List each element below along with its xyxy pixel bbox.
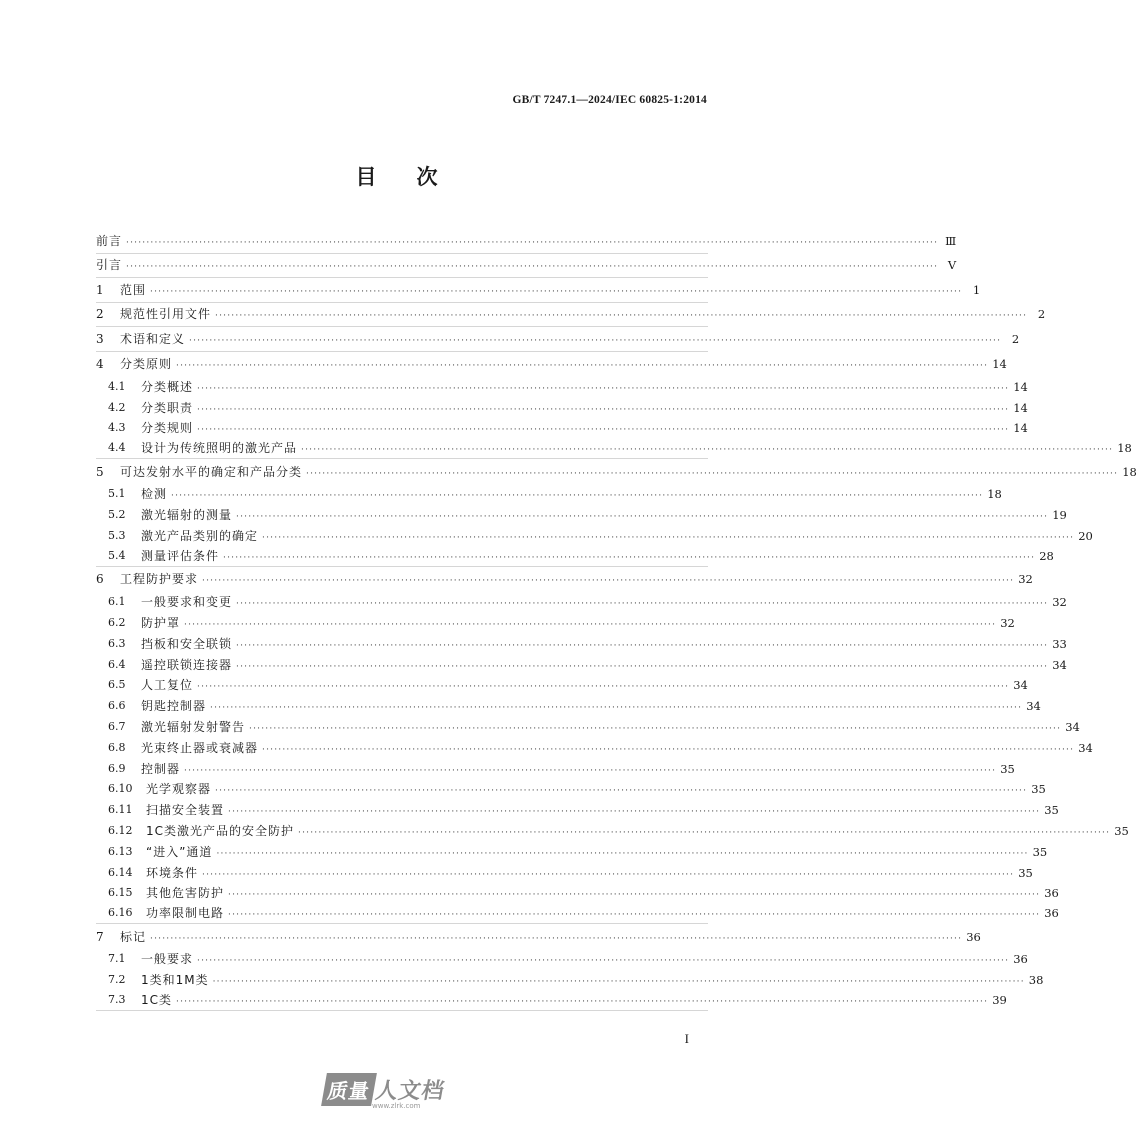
toc-entry[interactable]: [96, 418, 1028, 439]
toc-entry[interactable]: [96, 504, 1067, 525]
toc-dot-leader: ········································································································································································································: [236, 512, 1049, 523]
toc-entry[interactable]: [96, 990, 1007, 1011]
toc-entry-title: 规范性引用文件: [120, 307, 212, 321]
toc-dot-leader: ········································································································································································································: [262, 744, 1075, 755]
toc-entry-title: “进入”通道: [146, 844, 213, 859]
toc-dot-leader: ········································································································································································································: [210, 703, 1023, 714]
toc-entry-title: 1C类: [141, 993, 173, 1008]
toc-entry-page: 35: [1044, 803, 1059, 818]
toc-entry-title: 环境条件: [146, 865, 199, 880]
toc-dot-leader: ········································································································································································································: [216, 848, 1029, 859]
toc-entry-number: 6.3: [108, 636, 126, 650]
toc-entry-page: 1: [972, 282, 981, 297]
toc-entry[interactable]: [96, 327, 1020, 352]
toc-entry-page: 20: [1078, 529, 1093, 544]
toc-entry-page: 35: [1032, 844, 1048, 859]
toc-entry[interactable]: [96, 567, 1033, 592]
toc-entry-number: 6.8: [108, 740, 126, 754]
toc-entry[interactable]: [96, 779, 1046, 800]
toc-entry-title: 挡板和安全联锁: [141, 636, 233, 651]
watermark-text: 人文档: [373, 1079, 447, 1104]
toc-entry[interactable]: [96, 612, 1015, 633]
toc-entry[interactable]: [96, 758, 1015, 779]
toc-entry-number: 6.16: [108, 906, 133, 920]
toc-entry[interactable]: [96, 397, 1028, 418]
toc-entry-number: 6.13: [108, 844, 133, 858]
toc-entry[interactable]: [96, 303, 1046, 328]
toc-entry-page: 14: [992, 357, 1007, 371]
toc-entry-number: 5.3: [108, 529, 126, 543]
toc-entry-title: 一般要求: [141, 952, 194, 967]
toc-entry[interactable]: [96, 695, 1041, 716]
toc-title: 目次: [355, 165, 478, 189]
toc-entry-page: 33: [1052, 636, 1067, 651]
toc-entry-title: 人工复位: [141, 678, 194, 693]
toc-entry-number: 6.5: [108, 678, 126, 692]
toc-entry[interactable]: [96, 352, 1007, 377]
toc-dot-leader: ········································································································································································································: [197, 425, 1010, 436]
toc-dot-leader: ········································································································································································································: [184, 765, 997, 776]
toc-entry[interactable]: [96, 903, 1059, 924]
toc-entry-page: 14: [1013, 421, 1028, 436]
toc-entry[interactable]: [96, 949, 1028, 970]
toc-dot-leader: ········································································································································································································: [298, 827, 1111, 838]
toc-entry-title: 防护罩: [141, 615, 181, 630]
toc-entry[interactable]: [96, 924, 981, 949]
toc-entry[interactable]: [96, 654, 1067, 675]
toc-entry-title: 测量评估条件: [141, 548, 220, 563]
toc-entry-number: 6.9: [108, 761, 126, 775]
toc-entry-title: 前言: [96, 233, 123, 248]
toc-entry-title: 1类和1M类: [141, 973, 209, 988]
toc-entry-page: 19: [1052, 508, 1067, 523]
toc-entry-title: 术语和定义: [120, 331, 186, 346]
toc-entry-title: 引言: [96, 258, 123, 272]
toc-entry-number: 5: [96, 464, 104, 479]
toc-entry-page: 2: [1011, 331, 1020, 346]
toc-entry-title: 范围: [120, 282, 147, 297]
toc-dot-leader: ········································································································································································································: [228, 910, 1041, 921]
toc-entry-page: 36: [966, 929, 981, 944]
toc-entry-number: 6.2: [108, 615, 126, 629]
toc-entry-page: 2: [1037, 307, 1046, 321]
toc-entry-number: 6.7: [108, 719, 126, 733]
toc-entry-number: 6.11: [108, 803, 133, 817]
toc-entry[interactable]: [96, 525, 1093, 546]
toc-dot-leader: ········································································································································································································: [197, 956, 1010, 967]
table-of-contents: [96, 229, 1137, 1011]
toc-entry-number: 3: [96, 331, 104, 346]
toc-entry-number: 6.1: [108, 595, 126, 609]
toc-entry-number: 5.4: [108, 548, 126, 562]
toc-dot-leader: ········································································································································································································: [228, 807, 1041, 818]
toc-dot-leader: ········································································································································································································: [176, 361, 989, 371]
watermark-url: www.zlrk.com: [372, 1102, 421, 1110]
toc-entry-page: 14: [1013, 400, 1028, 415]
toc-entry-title: 分类规则: [141, 421, 194, 436]
toc-entry-page: Ⅲ: [945, 233, 957, 248]
toc-entry-title: 设计为传统照明的激光产品: [141, 441, 298, 456]
page-number: I: [684, 1031, 689, 1046]
toc-entry-page: 35: [1114, 823, 1129, 838]
toc-entry-page: Ⅴ: [947, 258, 957, 272]
toc-dot-leader: ········································································································································································································: [197, 682, 1010, 693]
toc-entry-title: 一般要求和变更: [141, 595, 233, 610]
toc-entry[interactable]: [96, 883, 1059, 904]
toc-entry-page: 18: [1117, 441, 1132, 456]
toc-entry[interactable]: [96, 591, 1067, 612]
toc-entry-title: 可达发射水平的确定和产品分类: [120, 464, 303, 479]
toc-dot-leader: ········································································································································································································: [215, 786, 1028, 797]
toc-dot-leader: ········································································································································································································: [215, 311, 1028, 321]
toc-dot-leader: ········································································································································································································: [150, 933, 963, 944]
toc-entry-number: 1: [96, 282, 104, 297]
toc-dot-leader: ········································································································································································································: [184, 619, 997, 630]
toc-entry-page: 36: [1044, 906, 1059, 921]
toc-dot-leader: ········································································································································································································: [189, 335, 1002, 346]
toc-entry-number: 6.4: [108, 657, 126, 671]
toc-entry-title: 分类概述: [141, 379, 194, 394]
toc-entry-title: 钥匙控制器: [141, 699, 207, 714]
toc-entry-number: 6.14: [108, 865, 133, 879]
toc-entry-title: 检测: [141, 487, 168, 502]
toc-entry-title: 光束终止器或衰减器: [141, 740, 259, 755]
toc-dot-leader: ········································································································································································································: [236, 661, 1049, 672]
standard-code: GB/T 7247.1—2024/IEC 60825-1:2014: [512, 94, 707, 106]
toc-dot-leader: ········································································································································································································: [197, 383, 1010, 394]
toc-entry-title: 扫描安全装置: [146, 803, 225, 818]
toc-entry[interactable]: [96, 841, 1048, 862]
toc-entry-title: 激光辐射发射警告: [141, 719, 246, 734]
toc-dot-leader: ········································································································································································································: [176, 997, 989, 1008]
toc-entry[interactable]: [96, 546, 1054, 567]
toc-entry-title: 功率限制电路: [146, 906, 225, 921]
toc-entry-number: 7.1: [108, 952, 126, 966]
toc-entry-page: 18: [987, 487, 1002, 502]
toc-entry[interactable]: [96, 254, 957, 279]
toc-entry-page: 34: [1026, 699, 1041, 714]
toc-dot-leader: ········································································································································································································: [212, 977, 1025, 988]
toc-entry-number: 6.10: [108, 782, 133, 796]
toc-entry-number: 7.3: [108, 993, 126, 1007]
toc-entry-number: 5.2: [108, 508, 126, 522]
toc-entry-number: 2: [96, 307, 104, 321]
toc-dot-leader: ········································································································································································································: [126, 262, 939, 272]
toc-entry[interactable]: [96, 633, 1067, 654]
toc-entry-number: 6.15: [108, 886, 133, 900]
toc-entry-page: 35: [1000, 761, 1015, 776]
toc-dot-leader: ········································································································································································································: [236, 640, 1049, 651]
toc-entry-number: 4: [96, 357, 104, 371]
toc-entry-page: 28: [1039, 548, 1054, 563]
toc-entry-number: 4.4: [108, 441, 126, 455]
toc-entry[interactable]: [96, 969, 1044, 990]
toc-entry-page: 34: [1013, 678, 1028, 693]
toc-entry-number: 6.12: [108, 823, 133, 837]
toc-entry-page: 35: [1031, 782, 1046, 797]
toc-entry-number: 7: [96, 929, 104, 944]
watermark-box-text: 质量: [321, 1073, 377, 1106]
toc-entry[interactable]: [96, 799, 1059, 820]
toc-dot-leader: ········································································································································································································: [202, 869, 1015, 880]
toc-entry-page: 36: [1044, 886, 1059, 901]
toc-entry-page: 36: [1013, 952, 1028, 967]
toc-entry-title: 激光产品类别的确定: [141, 529, 259, 544]
toc-entry-number: 6: [96, 572, 104, 587]
toc-entry-page: 34: [1065, 719, 1080, 734]
toc-dot-leader: ········································································································································································································: [126, 237, 939, 248]
toc-entry[interactable]: [96, 438, 1132, 459]
toc-entry[interactable]: [96, 278, 981, 303]
toc-entry-page: 39: [992, 993, 1007, 1008]
toc-entry-page: 32: [1052, 595, 1067, 610]
toc-entry-title: 分类原则: [120, 357, 173, 371]
toc-entry[interactable]: [96, 862, 1033, 883]
toc-entry-title: 其他危害防护: [146, 886, 225, 901]
toc-entry-number: 4.3: [108, 421, 126, 435]
toc-entry-page: 35: [1018, 865, 1033, 880]
toc-entry-page: 38: [1028, 973, 1044, 988]
toc-dot-leader: ········································································································································································································: [249, 723, 1062, 734]
toc-entry-number: 7.2: [108, 973, 126, 987]
toc-dot-leader: ········································································································································································································: [236, 599, 1049, 610]
toc-entry-title: 分类职责: [141, 400, 194, 415]
toc-entry-title: 光学观察器: [146, 782, 212, 797]
toc-dot-leader: ········································································································································································································: [306, 468, 1119, 479]
toc-entry[interactable]: [96, 229, 957, 254]
toc-entry-title: 激光辐射的测量: [141, 508, 233, 523]
toc-dot-leader: ········································································································································································································: [223, 552, 1036, 563]
toc-dot-leader: ········································································································································································································: [301, 445, 1114, 456]
toc-entry-title: 1C类激光产品的安全防护: [146, 823, 295, 838]
toc-dot-leader: ········································································································································································································: [197, 404, 1010, 415]
toc-entry[interactable]: [96, 716, 1080, 737]
toc-entry-page: 14: [1013, 379, 1028, 394]
toc-entry-title: 工程防护要求: [120, 572, 199, 587]
toc-entry-title: 遥控联锁连接器: [141, 657, 233, 672]
toc-dot-leader: ········································································································································································································: [150, 286, 963, 297]
toc-entry-page: 34: [1052, 657, 1067, 672]
toc-entry-page: 32: [1018, 572, 1033, 587]
toc-entry-number: 4.2: [108, 400, 126, 414]
toc-entry[interactable]: [96, 376, 1028, 397]
toc-dot-leader: ········································································································································································································: [171, 491, 984, 502]
toc-entry[interactable]: [96, 459, 1137, 484]
toc-entry[interactable]: [96, 484, 1002, 505]
toc-entry-title: 标记: [120, 929, 147, 944]
toc-dot-leader: ········································································································································································································: [262, 533, 1075, 544]
toc-entry[interactable]: [96, 820, 1129, 841]
toc-entry-page: 32: [1000, 615, 1015, 630]
toc-entry-number: 4.1: [108, 379, 126, 393]
toc-entry[interactable]: [96, 737, 1093, 758]
toc-entry-title: 控制器: [141, 761, 181, 776]
toc-entry-number: 6.6: [108, 699, 126, 713]
toc-dot-leader: ········································································································································································································: [228, 890, 1041, 901]
toc-entry-number: 5.1: [108, 487, 126, 501]
toc-dot-leader: ········································································································································································································: [202, 576, 1015, 587]
toc-entry-page: 18: [1122, 464, 1137, 479]
toc-entry-page: 34: [1078, 740, 1093, 755]
toc-entry[interactable]: [96, 675, 1028, 696]
